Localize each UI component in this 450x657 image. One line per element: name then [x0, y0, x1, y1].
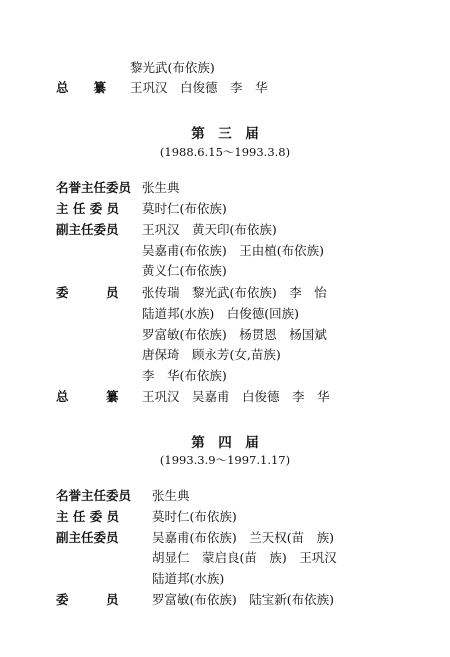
- member-names: 罗富敏(布依族) 杨贯恩 杨国斌: [142, 327, 327, 342]
- session-4-heading: 第 四 届: [191, 435, 259, 451]
- member-names: 莫时仁(布依族): [142, 201, 227, 216]
- role-label: 副主任委员: [56, 530, 119, 545]
- member-names: 黎光武(布依族): [130, 60, 215, 75]
- role-label: 名誉主任委员: [56, 488, 132, 503]
- role-label: 主 任 委 员: [56, 509, 120, 524]
- role-label: 名誉主任委员: [56, 180, 132, 195]
- role-label: 委 员: [56, 592, 119, 607]
- role-label: 总 纂: [56, 80, 107, 95]
- member-names: 吴嘉甫(布依族) 王由植(布依族): [142, 243, 325, 258]
- member-names: 陆道邦(水族) 白俊德(回族): [142, 306, 300, 321]
- role-label: 副主任委员: [56, 222, 119, 237]
- member-names: 李 华(布依族): [142, 368, 227, 383]
- role-label: 总 纂: [56, 389, 119, 404]
- role-label: 主 任 委 员: [56, 201, 120, 216]
- member-names: 莫时仁(布依族): [152, 509, 237, 524]
- role-label: 委 员: [56, 285, 119, 300]
- member-names: 王巩汉 黄天印(布依族): [142, 222, 277, 237]
- session-3-dates: (1988.6.15～1993.3.8): [159, 145, 291, 159]
- member-names: 罗富敏(布依族) 陆宝新(布依族): [152, 592, 335, 607]
- member-names: 张生典: [152, 488, 190, 503]
- member-names: 张生典: [142, 180, 180, 195]
- session-3-heading: 第 三 届: [191, 126, 259, 142]
- member-names: 黄义仁(布依族): [142, 263, 227, 278]
- member-names: 张传瑞 黎光武(布依族) 李 怡: [142, 285, 327, 300]
- session-4-dates: (1993.3.9～1997.1.17): [159, 453, 291, 467]
- member-names: 王巩汉 白俊德 李 华: [130, 80, 268, 95]
- member-names: 王巩汉 吴嘉甫 白俊德 李 华: [142, 389, 330, 404]
- member-names: 吴嘉甫(布依族) 兰天权(苗 族): [152, 530, 335, 545]
- member-names: 唐保琦 顾永芳(女,苗族): [142, 347, 281, 362]
- member-names: 胡显仁 蒙启良(苗 族) 王巩汉: [152, 550, 337, 565]
- member-names: 陆道邦(水族): [152, 571, 225, 586]
